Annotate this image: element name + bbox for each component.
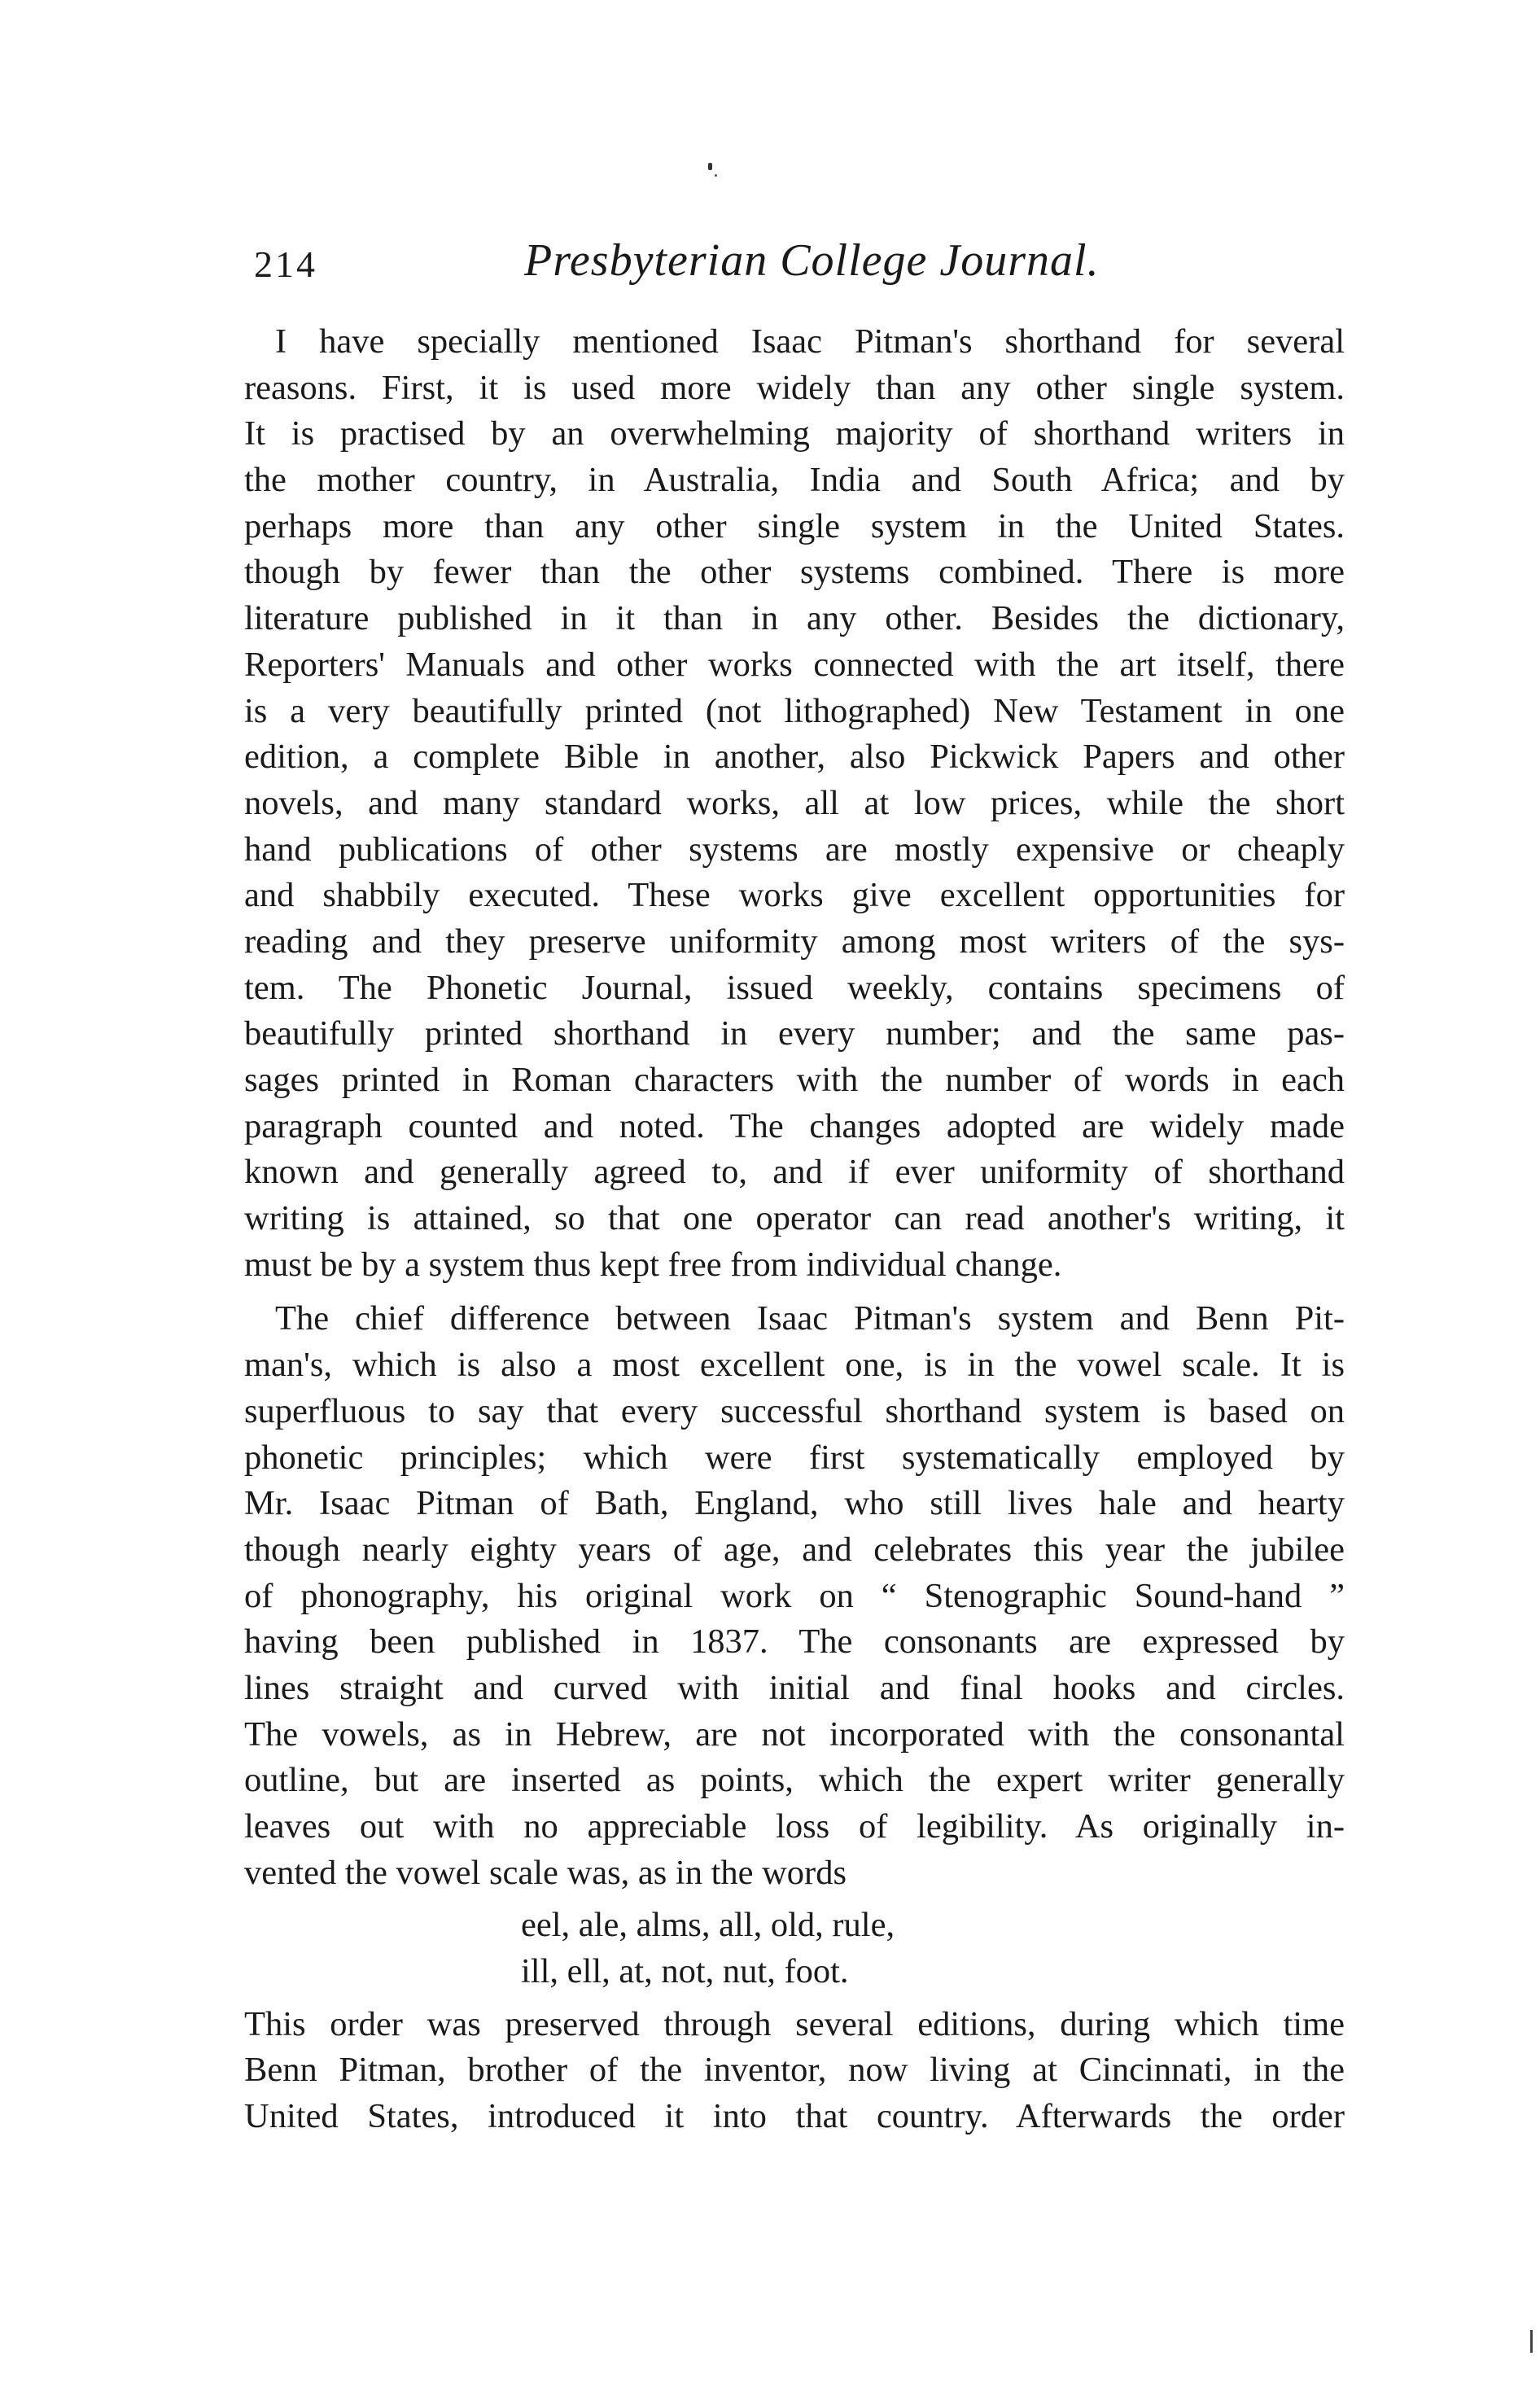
text-line: perhaps more than any other single system in the United States. — [244, 506, 1345, 545]
text-line: though by fewer than the other systems combined. There is more — [244, 553, 1345, 592]
text-line: phonetic principles; which were first systematically employed by — [244, 1438, 1345, 1477]
running-title: Presbyterian College Journal. — [524, 235, 1100, 286]
text-line: writing is attained, so that one operator can read another's writing, it — [244, 1199, 1345, 1238]
text-line: outline, but are inserted as points, which the expert writer generally — [244, 1761, 1345, 1800]
text-line: Benn Pitman, brother of the inventor, now living at Cincinnati, in the — [244, 2051, 1345, 2090]
text-line: though nearly eighty years of age, and celebrates this year the jubilee — [244, 1530, 1345, 1569]
text-line: The vowels, as in Hebrew, are not incorporated with the consonantal — [244, 1714, 1345, 1754]
text-line: and shabbily executed. These works give excellent opportunities for — [244, 876, 1345, 915]
text-line: The chief difference between Isaac Pitman's system and Benn Pit- — [275, 1299, 1345, 1338]
text-line: hand publications of other systems are mostly expensive or cheaply — [244, 830, 1345, 869]
vowel-words-line: ill, ell, at, not, nut, foot. — [521, 1952, 849, 1991]
text-line: edition, a complete Bible in another, also Pickwick Papers and other — [244, 738, 1345, 777]
text-line: man's, which is also a most excellent one, is in the vowel scale. It is — [244, 1346, 1345, 1385]
text-line: United States, introduced it into that country. Afterwards the order — [244, 2097, 1345, 2136]
text-line: beautifully printed shorthand in every number; and the same pas- — [244, 1014, 1345, 1053]
text-line: I have specially mentioned Isaac Pitman's shorthand for several — [275, 322, 1345, 361]
text-line: leaves out with no appreciable loss of legibility. As originally in- — [244, 1807, 1345, 1846]
text-line: is a very beautifully printed (not lithographed) New Testament in one — [244, 691, 1345, 730]
text-line: novels, and many standard works, all at low prices, while the short — [244, 783, 1345, 822]
text-line: must be by a system thus kept free from individual change. — [244, 1245, 1062, 1284]
text-line: sages printed in Roman characters with the number of words in each — [244, 1061, 1345, 1099]
page-header — [254, 234, 1337, 300]
page-edge-mark — [1530, 2330, 1533, 2353]
text-line: tem. The Phonetic Journal, issued weekly, contains specimens of — [244, 968, 1345, 1007]
paragraph — [244, 2002, 1345, 2140]
text-line: It is practised by an overwhelming majority of shorthand writers in — [244, 414, 1345, 453]
text-line: vented the vowel scale was, as in the words — [244, 1853, 847, 1892]
text-line: reading and they preserve uniformity among most writers of the sys- — [244, 922, 1345, 961]
text-line: reasons. First, it is used more widely than any other single system. — [244, 368, 1345, 407]
vowel-words-line: eel, ale, alms, all, old, rule, — [521, 1906, 895, 1945]
ink-speck — [708, 163, 712, 170]
text-line: known and generally agreed to, and if ever uniformity of shorthand — [244, 1153, 1345, 1192]
text-line: lines straight and curved with initial and final hooks and circles. — [244, 1668, 1345, 1707]
text-line: paragraph counted and noted. The changes adopted are widely made — [244, 1106, 1345, 1145]
text-line: Reporters' Manuals and other works connected with the art itself, there — [244, 645, 1345, 684]
text-line: literature published in it than in any other. Besides the dictionary, — [244, 599, 1345, 638]
page-number: 214 — [254, 243, 317, 285]
text-line: This order was preserved through several editions, during which time — [244, 2004, 1345, 2043]
text-line: having been published in 1837. The consonants are expressed by — [244, 1622, 1345, 1662]
vowel-scale-example — [244, 1903, 1345, 1995]
text-line: the mother country, in Australia, India and South Africa; and by — [244, 461, 1345, 500]
body-text — [244, 319, 1345, 2140]
text-line: Mr. Isaac Pitman of Bath, England, who still lives hale and hearty — [244, 1484, 1345, 1523]
text-line: superfluous to say that every successful shorthand system is based on — [244, 1391, 1345, 1430]
ink-speck — [715, 174, 717, 177]
paragraph — [244, 319, 1345, 1288]
paragraph — [244, 1296, 1345, 1896]
text-line: of phonography, his original work on “ Stenographic Sound-hand ” — [244, 1576, 1345, 1615]
